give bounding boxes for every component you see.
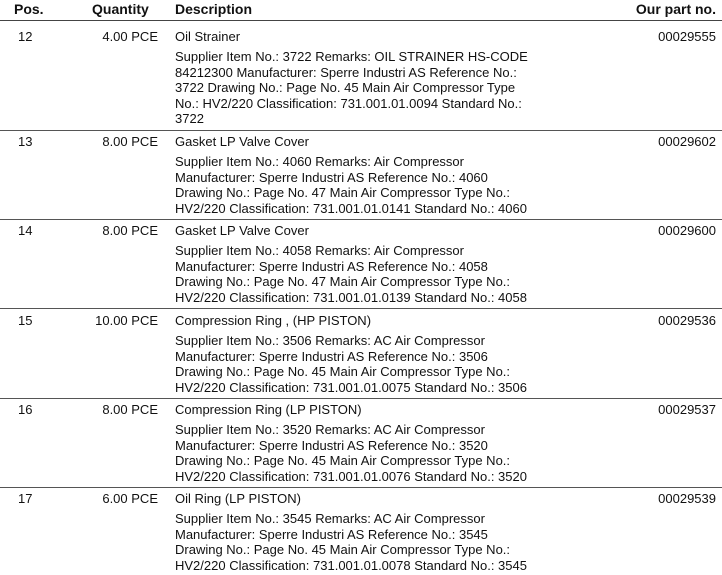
item-detail-line: Drawing No.: Page No. 47 Main Air Compressor Type No.:	[175, 185, 511, 200]
item-detail-line: Drawing No.: Page No. 45 Main Air Compressor Type No.:	[175, 453, 511, 468]
item-detail-line: Manufacturer: Sperre Industri AS Reference No.: 3545	[175, 526, 488, 542]
item-pos: 12	[18, 29, 33, 44]
item-detail-line: HV2/220 Classification: 731.001.01.0078 Standard No.: 3545	[175, 557, 527, 573]
item-pos: 16	[18, 402, 33, 417]
item-title: Compression Ring (LP PISTON)	[175, 402, 362, 417]
item-detail-line: Drawing No.: Page No. 45 Main Air Compressor Type No.:	[175, 542, 511, 557]
item-quantity: 6.00 PCE	[102, 491, 158, 506]
item-detail-line: Supplier Item No.: 4058 Remarks: Air Compressor	[175, 243, 464, 258]
item-part-no: 00029537	[658, 402, 716, 417]
header-description: Description	[175, 1, 253, 17]
item-detail-line: 84212300 Manufacturer: Sperre Industri AS Reference No.:	[175, 64, 517, 80]
item-detail-line: 3722	[175, 111, 204, 126]
item-title: Compression Ring , (HP PISTON)	[175, 313, 372, 328]
item-quantity: 8.00 PCE	[102, 402, 158, 417]
item-details	[175, 511, 547, 573]
item-pos: 17	[18, 491, 33, 506]
item-detail-line: Manufacturer: Sperre Industri AS Reference No.: 3506	[175, 348, 488, 364]
item-detail-line: HV2/220 Classification: 731.001.01.0076 Standard No.: 3520	[175, 468, 527, 484]
row-divider	[0, 130, 722, 131]
item-pos: 15	[18, 313, 33, 328]
row-divider	[0, 487, 722, 488]
row-divider	[0, 219, 722, 220]
item-detail-line: Drawing No.: Page No. 47 Main Air Compressor Type No.:	[175, 274, 511, 289]
item-detail-line: Manufacturer: Sperre Industri AS Reference No.: 4058	[175, 258, 488, 274]
item-part-no: 00029539	[658, 491, 716, 506]
item-detail-line: Manufacturer: Sperre Industri AS Reference No.: 4060	[175, 169, 488, 185]
item-title: Oil Ring (LP PISTON)	[175, 491, 301, 506]
item-detail-line: Manufacturer: Sperre Industri AS Reference No.: 3520	[175, 437, 488, 453]
item-detail-line: HV2/220 Classification: 731.001.01.0075 Standard No.: 3506	[175, 379, 527, 395]
item-detail-line: HV2/220 Classification: 731.001.01.0141 Standard No.: 4060	[175, 200, 527, 216]
row-divider	[0, 308, 722, 309]
item-detail-line: Drawing No.: Page No. 45 Main Air Compressor Type No.:	[175, 364, 511, 379]
item-detail-line: Supplier Item No.: 4060 Remarks: Air Compressor	[175, 154, 464, 169]
item-pos: 14	[18, 223, 33, 238]
item-detail-line: 3722 Drawing No.: Page No. 45 Main Air Compressor Type	[175, 80, 516, 95]
item-part-no: 00029555	[658, 29, 716, 44]
item-details	[175, 154, 547, 216]
item-detail-line: Supplier Item No.: 3545 Remarks: AC Air Compressor	[175, 511, 485, 526]
item-details	[175, 333, 547, 395]
header-quantity: Quantity	[92, 1, 149, 17]
header-pos: Pos.	[14, 1, 44, 17]
item-part-no: 00029536	[658, 313, 716, 328]
item-quantity: 8.00 PCE	[102, 223, 158, 238]
item-part-no: 00029600	[658, 223, 716, 238]
item-details	[175, 243, 547, 305]
header-part-no: Our part no.	[635, 1, 716, 17]
item-title: Gasket LP Valve Cover	[175, 223, 309, 238]
item-detail-line: HV2/220 Classification: 731.001.01.0139 Standard No.: 4058	[175, 289, 527, 305]
item-quantity: 10.00 PCE	[95, 313, 158, 328]
item-title: Gasket LP Valve Cover	[175, 134, 309, 149]
item-details	[175, 422, 547, 484]
item-pos: 13	[18, 134, 33, 149]
item-detail-line: Supplier Item No.: 3506 Remarks: AC Air Compressor	[175, 333, 485, 348]
table-header	[0, 0, 722, 21]
item-title: Oil Strainer	[175, 29, 241, 44]
item-part-no: 00029602	[658, 134, 716, 149]
item-detail-line: Supplier Item No.: 3520 Remarks: AC Air Compressor	[175, 422, 485, 437]
item-quantity: 8.00 PCE	[102, 134, 158, 149]
row-divider	[0, 398, 722, 399]
item-details	[175, 49, 547, 127]
item-detail-line: Supplier Item No.: 3722 Remarks: OIL STRAINER HS-CODE	[175, 49, 528, 64]
item-quantity: 4.00 PCE	[102, 29, 158, 44]
item-detail-line: No.: HV2/220 Classification: 731.001.01.0094 Standard No.:	[175, 95, 522, 111]
